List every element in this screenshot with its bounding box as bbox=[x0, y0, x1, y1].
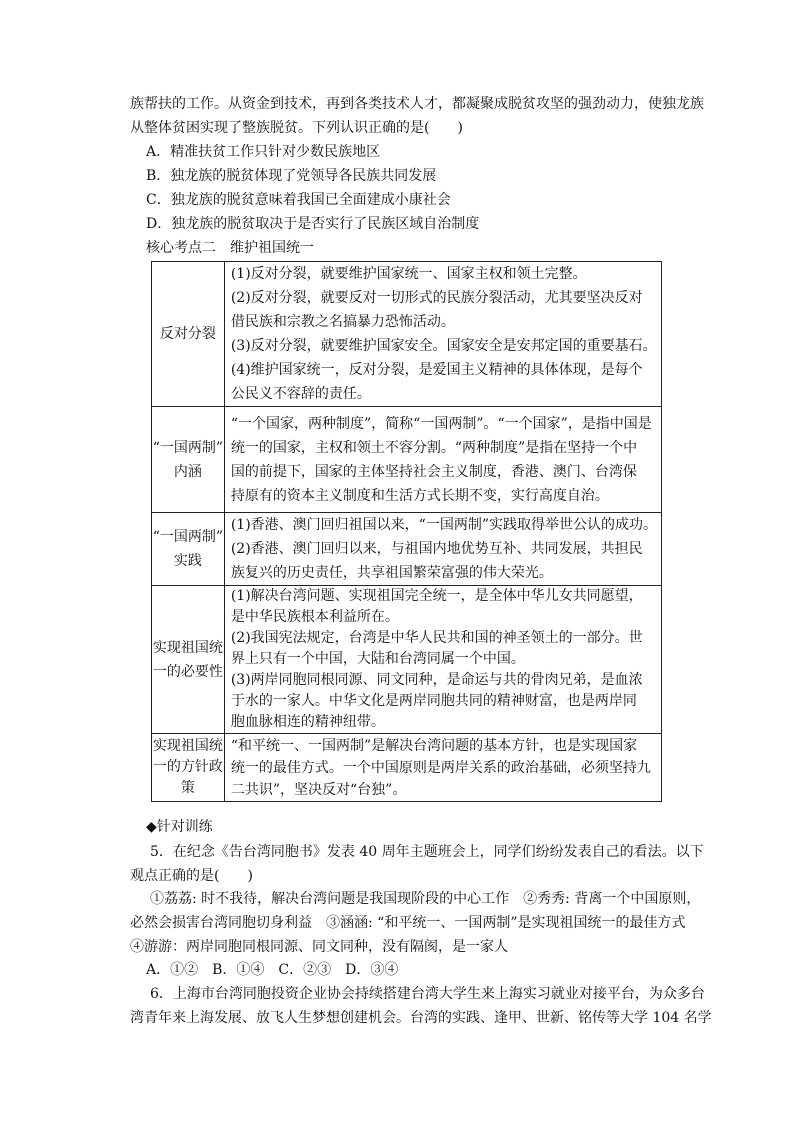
q6-line-2: 湾青年来上海发展、放飞人生梦想创建机会。台湾的实践、逢甲、世新、铭传等大学 104 名学 bbox=[130, 1010, 712, 1026]
section-title: 核心考点二 维护祖国统一 bbox=[146, 240, 314, 256]
q5-options: A．①② B．①④ C．②③ D．③④ bbox=[146, 962, 399, 978]
body-line: 持原有的资本主义制度和生活方式长期不变，实行高度自治。 bbox=[230, 487, 609, 504]
body-line: “一个国家，两种制度”，简称“一国两制”。“一个国家”，是指中国是 bbox=[230, 415, 652, 432]
body-line: (3)反对分裂，就要维护国家安全。国家安全是安邦定国的重要基石。 bbox=[230, 338, 657, 354]
q4-option-c: C．独龙族的脱贫意味着我国已全面建成小康社会 bbox=[146, 192, 451, 208]
q5-line-5: ④游游：两岸同胞同根同源、同文同种，没有隔阂，是一家人 bbox=[130, 939, 508, 955]
intro-line-1: 族帮扶的工作。从资金到技术，再到各类技术人才，都凝聚成脱贫攻坚的强劲动力，使独龙族 bbox=[130, 96, 704, 112]
body-line: 借民族和宗教之名搞暴力恐怖活动。 bbox=[230, 314, 455, 330]
body-line: (2)香港、澳门回归以来，与祖国内地优势互补、共同发展，共担民 bbox=[230, 541, 643, 557]
training-title: ◆针对训练 bbox=[146, 819, 213, 835]
row-head bbox=[152, 262, 225, 407]
q4-option-d: D．独龙族的脱贫取决于是否实行了民族区域自治制度 bbox=[146, 216, 480, 232]
intro-line-2: 从整体贫困实现了整族脱贫。下列认识正确的是( ) bbox=[130, 120, 463, 136]
body-line: (3)两岸同胞同根同源、同文同种，是命运与共的骨肉兄弟，是血浓 bbox=[230, 672, 643, 688]
row-head-text: “一国两制” bbox=[152, 439, 224, 456]
table-row bbox=[152, 586, 662, 734]
row-head-text: 实践 bbox=[173, 553, 202, 569]
body-line: (1)反对分裂，就要维护国家统一、国家主权和领土完整。 bbox=[230, 266, 587, 282]
body-line: 胞血脉相连的精神纽带。 bbox=[230, 714, 385, 730]
body-line: (1)解决台湾问题、实现祖国完全统一，是全体中华儿女共同愿望， bbox=[230, 588, 643, 604]
table-row bbox=[152, 513, 662, 586]
key-points-table bbox=[151, 261, 662, 802]
table-row bbox=[152, 262, 662, 407]
q5-line-2: 观点正确的是( ) bbox=[130, 868, 253, 884]
body-line: 公民义不容辞的责任。 bbox=[230, 386, 371, 402]
body-line: (2)我国宪法规定，台湾是中华人民共和国的神圣领土的一部分。世 bbox=[230, 630, 643, 646]
body-line: “和平统一、一国两制”是解决台湾问题的基本方针，也是实现国家 bbox=[230, 737, 638, 754]
q4-option-b: B．独龙族的脱贫体现了党领导各民族共同发展 bbox=[146, 168, 437, 184]
row-head-text: 策 bbox=[180, 780, 195, 796]
row-head bbox=[152, 407, 225, 513]
row-head-text: 内涵 bbox=[173, 463, 202, 480]
row-body bbox=[224, 407, 661, 513]
q5-line-4: 必然会损害台湾同胞切身利益 ③涵涵: “和平统一、一国两制”是实现祖国统一的最佳方式 bbox=[130, 915, 686, 931]
row-head-text: 实现祖国统 bbox=[152, 639, 223, 656]
row-head bbox=[152, 586, 225, 734]
q5-line-1: 5．在纪念《告台湾同胞书》发表 40 周年主题班会上，同学们纷纷发表自己的看法。以下 bbox=[150, 844, 704, 860]
body-line: 二共识”，坚决反对“台独”。 bbox=[230, 781, 407, 798]
row-head bbox=[152, 734, 225, 802]
row-head bbox=[152, 513, 225, 586]
row-head-text: 一的方针政 bbox=[152, 759, 223, 775]
body-line: 于水的一家人。中华文化是两岸同胞共同的精神财富，也是两岸同 bbox=[230, 693, 637, 709]
body-line: 统一的最佳方式。一个中国原则是两岸关系的政治基础，必须坚持九 bbox=[230, 759, 651, 776]
row-body bbox=[224, 734, 661, 802]
body-line: 界上只有一个中国，大陆和台湾同属一个中国。 bbox=[230, 651, 525, 667]
body-line: 统一的国家，主权和领土不容分割。“两种制度”是指在坚持一个中 bbox=[230, 439, 638, 456]
table-row bbox=[152, 734, 662, 802]
row-body bbox=[224, 513, 661, 586]
row-body bbox=[224, 262, 661, 407]
row-head-text: “一国两制” bbox=[152, 529, 224, 545]
body-line: (1)香港、澳门回归祖国以来，“一国两制”实践取得举世公认的成功。 bbox=[230, 517, 657, 533]
body-line: (4)维护国家统一，反对分裂，是爱国主义精神的具体体现，是每个 bbox=[230, 362, 643, 378]
row-head-text: 一的必要性 bbox=[152, 663, 223, 680]
table-row bbox=[152, 407, 662, 513]
row-head-text: 反对分裂 bbox=[159, 326, 216, 342]
row-head-text: 实现祖国统 bbox=[152, 738, 223, 754]
body-line: 是中华民族根本利益所在。 bbox=[230, 609, 399, 625]
q6-line-1: 6．上海市台湾同胞投资企业协会持续搭建台湾大学生来上海实习就业对接平台，为众多台 bbox=[150, 986, 705, 1002]
q5-line-3: ①荔荔: 时不我待，解决台湾问题是我国现阶段的中心工作 ②秀秀: 背离一个中国原则， bbox=[150, 891, 701, 907]
body-line: (2)反对分裂，就要反对一切形式的民族分裂活动，尤其要坚决反对 bbox=[230, 290, 643, 306]
body-line: 族复兴的历史责任，共享祖国繁荣富强的伟大荣光。 bbox=[230, 565, 553, 581]
q4-option-a: A．精准扶贫工作只针对少数民族地区 bbox=[146, 144, 381, 160]
row-body bbox=[224, 586, 661, 734]
body-line: 国的前提下，国家的主体坚持社会主义制度，香港、澳门、台湾保 bbox=[230, 463, 637, 480]
